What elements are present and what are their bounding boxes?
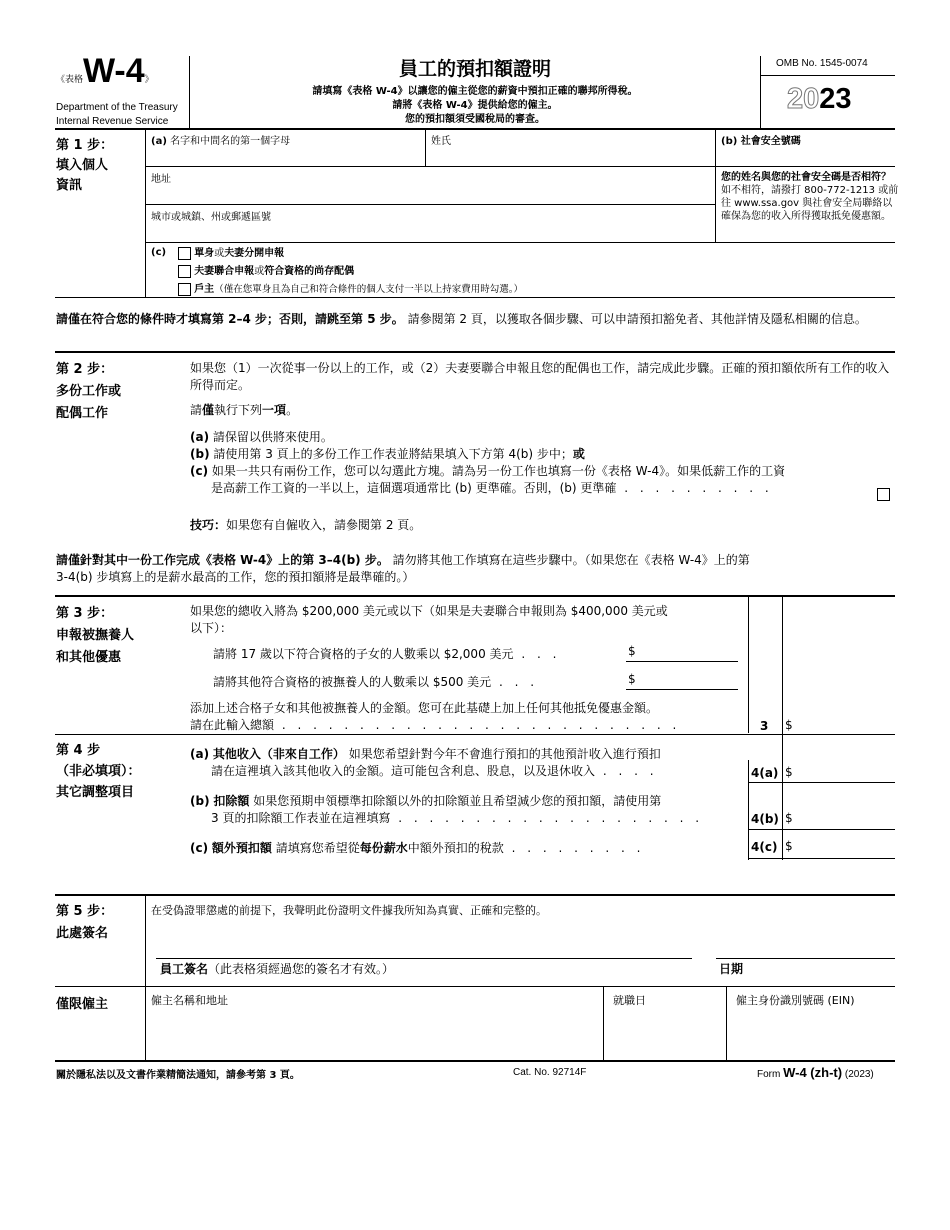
step3-label-3: 和其他優惠 <box>56 650 122 665</box>
children-line: 請將 17 歲以下符合資格的子女的人數乘以 $2,000 美元 . . . <box>213 647 561 661</box>
page-title: 員工的預扣額證明 <box>398 58 551 80</box>
instruction-note-1 <box>56 310 896 328</box>
line-4c-number: 4(c) <box>751 840 778 854</box>
note2-rest1: 請勿將其他工作填寫在這些步驟中。（如果您在《表格 W-4》上的第 <box>388 553 750 567</box>
step2-option-b <box>190 446 895 463</box>
checkbox[interactable] <box>178 265 191 278</box>
step4-label-3: 其它調整項目 <box>56 785 135 800</box>
children-dollar: $ <box>628 644 636 658</box>
opt-b-or: 或 <box>572 447 585 461</box>
step3-total-1: 添加上述合格子女和其他被撫養人的金額。您可在此基礎上加上任何其他抵免優惠金額。 <box>190 701 659 715</box>
step2-options <box>190 429 895 497</box>
first-name-tag: (a) <box>151 136 167 147</box>
step3-intro-2: 以下）： <box>190 621 233 635</box>
ssn-label: 社會安全號碼 <box>740 136 801 147</box>
step4-label <box>56 740 141 803</box>
privacy-notice: 關於隱私法以及文書作業精簡法通知，請參考第 3 頁。 <box>56 1070 300 1081</box>
step3-total: 添加上述合格子女和其他被撫養人的金額。您可在此基礎上加上任何其他抵免優惠金額。 請在此輸入總額 . . . . . . . . . . . . . . . . . . . . . . . . . . <box>190 701 681 732</box>
title-block <box>190 54 760 127</box>
note1-rest: 請參閱第 2 頁，以獲取各個步驟、可以申請預扣豁免者、其他詳情及隱私相關的信息。 <box>403 312 867 326</box>
signature-line[interactable] <box>156 958 692 959</box>
first-name-label: 名字和中間名的第一個字母 <box>170 136 291 147</box>
form-header <box>0 0 950 130</box>
step2-intro: 如果您（1）一次從事一份以上的工作，或（2）夫妻要聯合申報且您的配偶也工作，請完成此步驟。正確的預扣額依所有工作的收入所得而定。 <box>190 361 890 392</box>
step1-label <box>56 136 113 196</box>
employer-only-label: 僅限僱主 <box>56 997 109 1012</box>
step2-option-a <box>190 429 895 446</box>
s4a-tag: (a) <box>190 747 210 761</box>
step1-label-3: 資訊 <box>56 178 83 193</box>
step2-label-2: 多份工作或 <box>56 384 122 399</box>
step4-label-1: 第 4 步 <box>56 743 101 758</box>
s4a-text1: 如果您希望針對今年不會進行預扣的其他預計收入進行預扣 <box>344 747 661 761</box>
filing-option-single[interactable] <box>178 245 523 263</box>
line-4a-dollar[interactable]: $ <box>785 765 793 779</box>
s4c-text: 請填寫您希望從 <box>271 841 360 855</box>
sig-bold: 員工簽名 <box>160 962 209 976</box>
opt-a-tag: (a) <box>190 430 210 444</box>
name-match-note <box>721 171 899 223</box>
other-deps-amount-line[interactable] <box>626 689 738 690</box>
only-pre: 請 <box>190 403 203 417</box>
step2-only-one <box>190 401 298 418</box>
start-date-field[interactable]: 就職日 <box>613 994 646 1007</box>
step3-intro-1: 如果您的總收入將為 $200,000 美元或以下（如果是夫妻聯合申報則為 $400,000 美元或 <box>190 604 668 618</box>
line-4b-dollar[interactable]: $ <box>785 811 793 825</box>
step4b: (b) 扣除額 如果您預期申領標準扣除額以外的扣除額並且希望減少您的預扣額，請使用第 3 頁的扣除額工作表並在這裡填寫 . . . . . . . . . . . . . . . . . . . . <box>190 794 704 825</box>
dept-line-2: Internal Revenue Service <box>56 116 169 127</box>
step3-label-1: 第 3 步： <box>56 606 114 621</box>
tax-year <box>787 83 852 116</box>
s4b-text1: 如果您預期申領標準扣除額以外的扣除額並且希望減少您的預扣額，請使用第 <box>249 794 662 808</box>
opt-c-text1: 如果一共只有兩份工作，您可以勾選此方塊。請為另一份工作也填寫一份《表格 W-4》。如果低薪工作的工資 <box>211 464 786 478</box>
opt-bold2: 符合資格的尚存配偶 <box>264 266 355 277</box>
filing-status-tag: (c) <box>151 247 167 258</box>
footer-form-word: Form <box>757 1069 781 1080</box>
step2-option-c-2: 是高薪工作工資的一半以上，這個選項通常比 (b) 更準確。否則，(b) 更準確 . . . . . . . . . . <box>211 481 773 495</box>
s4c-bold: 額外預扣額 <box>211 841 272 855</box>
line-4c-dollar[interactable]: $ <box>785 839 793 853</box>
step2-option-c <box>190 463 895 480</box>
line-4a-number: 4(a) <box>751 766 779 780</box>
dept-line-1: Department of the Treasury <box>56 102 178 113</box>
step5-label <box>56 901 113 945</box>
subtitle-2: 請將《表格 W-4》提供給您的僱主。 <box>392 100 558 111</box>
step1-label-2: 填入個人 <box>56 158 109 173</box>
address-field[interactable]: 地址 <box>151 174 171 185</box>
omb-number: OMB No. 1545-0074 <box>776 58 868 69</box>
s4a-bold: 其他收入（非來自工作） <box>212 747 345 761</box>
year-prefix: 20 <box>787 83 820 115</box>
opt-a-text: 請保留以供將來使用。 <box>212 430 333 444</box>
opt-bold: 戶主 <box>194 284 215 295</box>
form-id <box>56 52 154 91</box>
opt-rest: （僅在您單身且為自己和符合條件的個人支付一半以上持家費用時勾選。） <box>214 284 523 295</box>
ssn-tag: (b) <box>721 136 738 147</box>
step3-intro <box>190 603 668 637</box>
line-4b-number: 4(b) <box>751 812 779 826</box>
tip-rest: 如果您有自僱收入，請參閱第 2 頁。 <box>226 518 422 532</box>
date-label: 日期 <box>719 962 744 976</box>
opt-bold2: 夫妻分開申報 <box>224 248 285 259</box>
checkbox[interactable] <box>178 247 191 260</box>
step5-label-1: 第 5 步： <box>56 904 114 919</box>
s4c-text2: 中額外預扣的稅款 <box>407 841 504 855</box>
catalog-number: Cat. No. 92714F <box>513 1067 587 1078</box>
opt-mid: 或 <box>214 248 225 259</box>
line-3-number: 3 <box>760 719 769 733</box>
name-match-bold: 您的姓名與您的社會安全碼是否相符？ <box>721 172 891 183</box>
perjury-declaration: 在受偽證罪懲處的前提下，我聲明此份證明文件據我所知為真實、正確和完整的。 <box>151 904 547 917</box>
opt-mid: 或 <box>254 266 265 277</box>
children-text: 請將 17 歲以下符合資格的子女的人數乘以 $2,000 美元 <box>213 647 514 661</box>
other-deps-line: 請將其他符合資格的被撫養人的人數乘以 $500 美元 . . . <box>213 675 539 689</box>
date-line[interactable] <box>716 958 895 959</box>
year-suffix: 23 <box>819 83 852 115</box>
first-name-field[interactable] <box>151 132 290 147</box>
other-deps-text: 請將其他符合資格的被撫養人的人數乘以 $500 美元 <box>213 675 492 689</box>
city-field[interactable]: 城市或城鎮、州或郵遞區號 <box>151 212 271 223</box>
s4a-text2: 請在這裡填入該其他收入的金額。這可能包含利息、股息，以及退休收入 <box>211 764 596 778</box>
step2-label-3: 配偶工作 <box>56 406 109 421</box>
name-match-rest: 如不相符，請撥打 800-772-1213 或前往 www.ssa.gov 與社會安全局聯絡以確保為您的收入所得獲取抵免優惠額。 <box>721 185 899 222</box>
opt-b-tag: (b) <box>190 447 210 461</box>
step4a: (a) 其他收入（非來自工作） 如果您希望針對今年不會進行預扣的其他預計收入進行預扣 請在這裡填入該其他收入的金額。這可能包含利息、股息，以及退休收入 . . . . <box>190 747 661 778</box>
ssn-field[interactable] <box>721 132 801 147</box>
form-suffix: 》 <box>144 75 154 85</box>
note2-bold: 請僅針對其中一份工作完成《表格 W-4》上的第 3–4(b) 步。 <box>56 553 389 567</box>
only-bold1: 僅 <box>202 403 215 417</box>
s4c-tag: (c) <box>190 841 209 855</box>
step2-label-1: 第 2 步： <box>56 362 114 377</box>
opt-c-tag: (c) <box>190 464 209 478</box>
other-deps-dollar: $ <box>628 672 636 686</box>
step5-label-2: 此處簽名 <box>56 926 109 941</box>
department <box>56 101 178 129</box>
children-amount-line[interactable] <box>626 661 738 662</box>
step2-tip <box>190 516 421 533</box>
checkbox[interactable] <box>178 283 191 296</box>
s4b-bold: 扣除額 <box>213 794 250 808</box>
opt-c-text2: 是高薪工作工資的一半以上，這個選項通常比 (b) 更準確。否則，(b) 更準確 <box>211 481 617 495</box>
only-end: 。 <box>286 403 299 417</box>
sig-rest: （此表格須經過您的簽名才有效。） <box>208 962 395 976</box>
tip-bold: 技巧： <box>190 518 227 532</box>
form-name: W-4 <box>83 52 145 90</box>
opt-bold: 單身 <box>194 248 215 259</box>
signature-label <box>160 960 394 977</box>
s4b-text2: 3 頁的扣除額工作表並在這裡填寫 <box>211 811 391 825</box>
two-jobs-checkbox[interactable] <box>877 488 890 501</box>
only-mid: 執行下列 <box>214 403 263 417</box>
step2-label <box>56 359 121 425</box>
footer-form-name: W-4 (zh-t) <box>783 1065 843 1080</box>
subtitle-3: 您的預扣額須受國稅局的審查。 <box>405 114 545 125</box>
step4c: (c) 額外預扣額 請填寫您希望從每份薪水中額外預扣的稅款 . . . . . . . . . <box>190 841 645 855</box>
only-bold2: 一項 <box>262 403 287 417</box>
instruction-note-2 <box>56 552 896 586</box>
step3-label-2: 申報被撫養人 <box>56 628 135 643</box>
s4b-tag: (b) <box>190 794 210 808</box>
employer-name-field[interactable]: 僱主名稱和地址 <box>151 994 228 1007</box>
step4-label-2: （非必填項）： <box>56 764 141 779</box>
opt-bold: 夫妻聯合申報 <box>194 266 255 277</box>
form-prefix: 《表格 <box>56 75 84 85</box>
ein-field[interactable]: 僱主身份識別號碼 (EIN) <box>736 994 855 1007</box>
filing-option-joint[interactable] <box>178 263 523 281</box>
last-name-field[interactable]: 姓氏 <box>431 136 451 147</box>
step3-total-2: 請在此輸入總額 <box>190 718 275 732</box>
footer-form-id <box>757 1065 874 1080</box>
subtitle-1: 請填寫《表格 W-4》以讓您的僱主從您的薪資中預扣正確的聯邦所得稅。 <box>312 86 638 97</box>
filing-status-group <box>178 245 523 299</box>
footer-form-year: (2023) <box>844 1069 874 1080</box>
step3-label <box>56 603 134 669</box>
line-3-dollar[interactable]: $ <box>785 718 793 732</box>
opt-b-text: 請使用第 3 頁上的多份工作工作表並將結果填入下方第 4(b) 步中； <box>213 447 573 461</box>
step1-label-1: 第 1 步： <box>56 138 114 153</box>
note2-rest2: 3-4(b) 步填寫上的是薪水最高的工作，您的預扣額將是最準確的。） <box>56 570 415 584</box>
s4c-bold2: 每份薪水 <box>359 841 408 855</box>
note1-bold: 請僅在符合您的條件時才填寫第 2–4 步；否則，請跳至第 5 步。 <box>56 312 404 326</box>
